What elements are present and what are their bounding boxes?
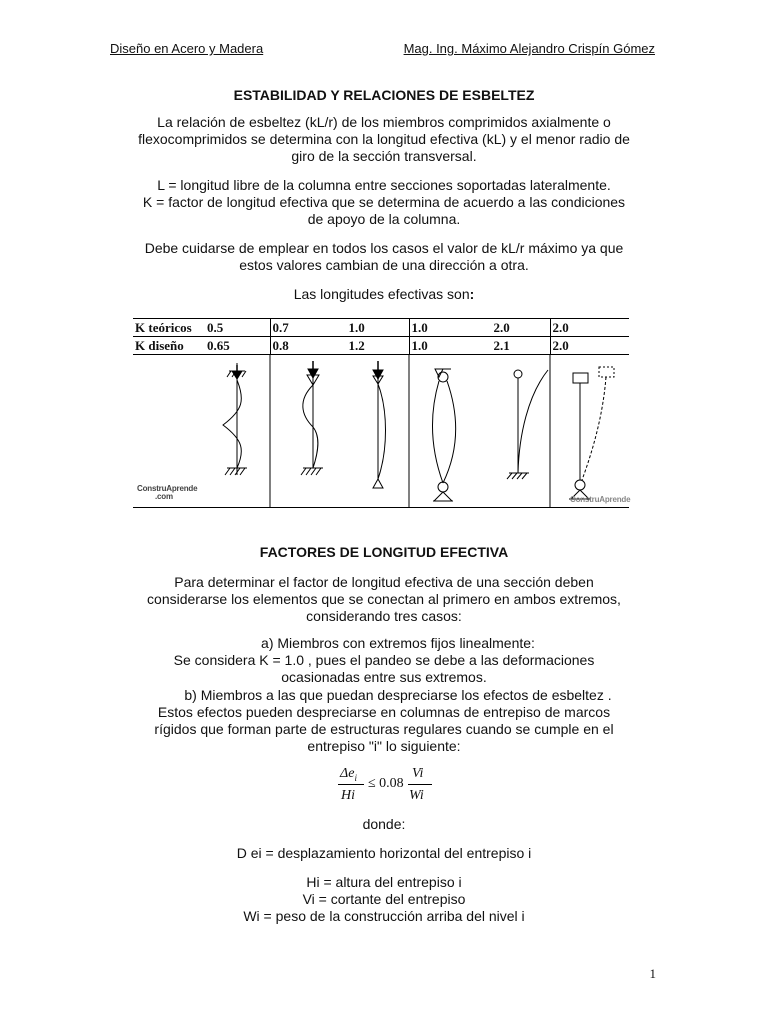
paragraph-kl-r-note	[100, 240, 668, 274]
k-value: 0.7	[272, 319, 289, 335]
k-value: 2.1	[493, 337, 510, 353]
definitions-list	[100, 874, 668, 925]
text-line: a) Miembros con extremos fijos linealmente:	[261, 635, 535, 651]
text-line: Debe cuidarse de emplear en todos los casos el valor de kL/r máximo ya que	[144, 240, 624, 256]
lead-text: Las longitudes efectivas son	[293, 286, 470, 302]
table-cell	[409, 337, 550, 355]
formula-fraction-bar	[338, 784, 364, 785]
k-value: 2.0	[552, 319, 569, 335]
text-line: ocasionadas entre sus extremos.	[281, 669, 487, 685]
watermark-text: ConstruAprende	[570, 495, 631, 504]
definition-delta-e	[100, 845, 668, 862]
text-line: L = longitud libre de la columna entre secciones soportadas lateralmente.	[157, 177, 611, 193]
column-pinned-sway	[569, 367, 614, 499]
formula-den-right: Wi	[409, 788, 424, 803]
text-line: flexocomprimidos se determina con la longitud efectiva (kL) y el menor radio de	[138, 131, 630, 147]
section-title-factores: FACTORES DE LONGITUD EFECTIVA	[259, 544, 509, 560]
table-cell	[409, 319, 550, 337]
text-line: rígidos que forman parte de estructuras regulares cuando se cumple en el	[154, 721, 614, 737]
table-cell	[133, 337, 270, 355]
column-buckling-diagram	[133, 355, 629, 508]
k-value: 0.65	[207, 337, 230, 353]
text-line: La relación de esbeltez (kL/r) de los miembros comprimidos axialmente o	[157, 114, 611, 130]
row-label-k-diseno: K diseño	[135, 337, 184, 353]
paragraph-factores-intro	[100, 574, 668, 625]
effective-lengths-lead	[100, 286, 668, 303]
header-author: Mag. Ing. Máximo Alejandro Crispín Gómez	[403, 41, 655, 56]
column-fixed-pinned	[301, 361, 323, 475]
k-value: 0.5	[207, 319, 224, 335]
text-line: giro de la sección transversal.	[291, 148, 477, 164]
column-hinged-both-ends	[433, 369, 456, 501]
text-line: K = factor de longitud efectiva que se determina de acuerdo a las condiciones	[142, 194, 626, 210]
text-line: considerando tres casos:	[306, 608, 462, 624]
watermark-left	[137, 485, 197, 501]
formula-subscript: i	[354, 772, 357, 783]
lead-colon: :	[469, 286, 475, 302]
table-cell	[270, 319, 409, 337]
table-cell	[270, 337, 409, 355]
table-row-k-teoricos	[133, 319, 629, 337]
header-course-title: Diseño en Acero y Madera	[110, 41, 264, 56]
donde-label	[100, 816, 668, 833]
k-value: 1.0	[411, 337, 428, 353]
formula-fraction-bar	[408, 784, 432, 785]
k-value: 2.0	[493, 319, 510, 335]
table-cell	[133, 319, 270, 337]
k-value: 2.0	[552, 337, 569, 353]
page-number: 1	[649, 966, 656, 981]
k-value: 0.8	[272, 337, 289, 353]
text-line: entrepiso "i" lo siguiente:	[307, 738, 461, 754]
text-line: b) Miembros a las que puedan despreciarse los efectos de esbeltez .	[184, 687, 612, 703]
k-factor-table	[133, 318, 629, 355]
paragraph-l-k-definitions	[100, 177, 668, 228]
formula-den-left: Hi	[341, 788, 355, 803]
row-label-k-teoricos: K teóricos	[135, 319, 192, 335]
slenderness-formula	[336, 766, 446, 806]
watermark-text: ConstruAprende	[137, 484, 198, 493]
text-line: D ei = desplazamiento horizontal del entrepiso i	[236, 845, 532, 861]
column-fixed-fixed	[223, 363, 247, 475]
formula-num-left	[340, 766, 357, 783]
text-line: Hi = altura del entrepiso i	[306, 874, 462, 890]
table-cell	[550, 319, 629, 337]
text-line: Vi = cortante del entrepiso	[302, 891, 466, 907]
formula-leq: ≤ 0.08	[368, 776, 404, 791]
watermark-right	[570, 496, 630, 504]
text-line: Estos efectos pueden despreciarse en columnas de entrepiso de marcos	[157, 704, 611, 720]
paragraph-case-a	[100, 635, 668, 686]
diagram-dividers	[270, 355, 550, 508]
text-line: estos valores cambian de una dirección a otra.	[239, 257, 529, 273]
diagram-bottom-rule	[133, 507, 629, 508]
paragraph-esbeltez-definition	[100, 114, 668, 165]
table-cell	[550, 337, 629, 355]
text-line: Para determinar el factor de longitud efectiva de una sección deben	[174, 574, 594, 590]
column-fixed-free	[507, 370, 548, 479]
formula-num-right: Vi	[412, 766, 424, 781]
table-row-k-diseno	[133, 337, 629, 355]
formula-delta-e: Δe	[340, 766, 355, 781]
k-value: 1.0	[348, 319, 365, 335]
text-line: donde:	[362, 816, 406, 832]
text-line: de apoyo de la columna.	[307, 211, 461, 227]
k-value: 1.0	[411, 319, 428, 335]
section-title-esbeltez: ESTABILIDAD Y RELACIONES DE ESBELTEZ	[233, 87, 535, 103]
watermark-text: .com	[155, 492, 173, 501]
column-pinned-pinned	[373, 361, 386, 488]
paragraph-case-b	[100, 687, 668, 755]
text-line: Se considera K = 1.0 , pues el pandeo se debe a las deformaciones	[173, 652, 595, 668]
text-line: Wi = peso de la construcción arriba del nivel i	[243, 908, 525, 924]
text-line: considerarse los elementos que se conectan al primero en ambos extremos,	[147, 591, 621, 607]
k-value: 1.2	[348, 337, 365, 353]
